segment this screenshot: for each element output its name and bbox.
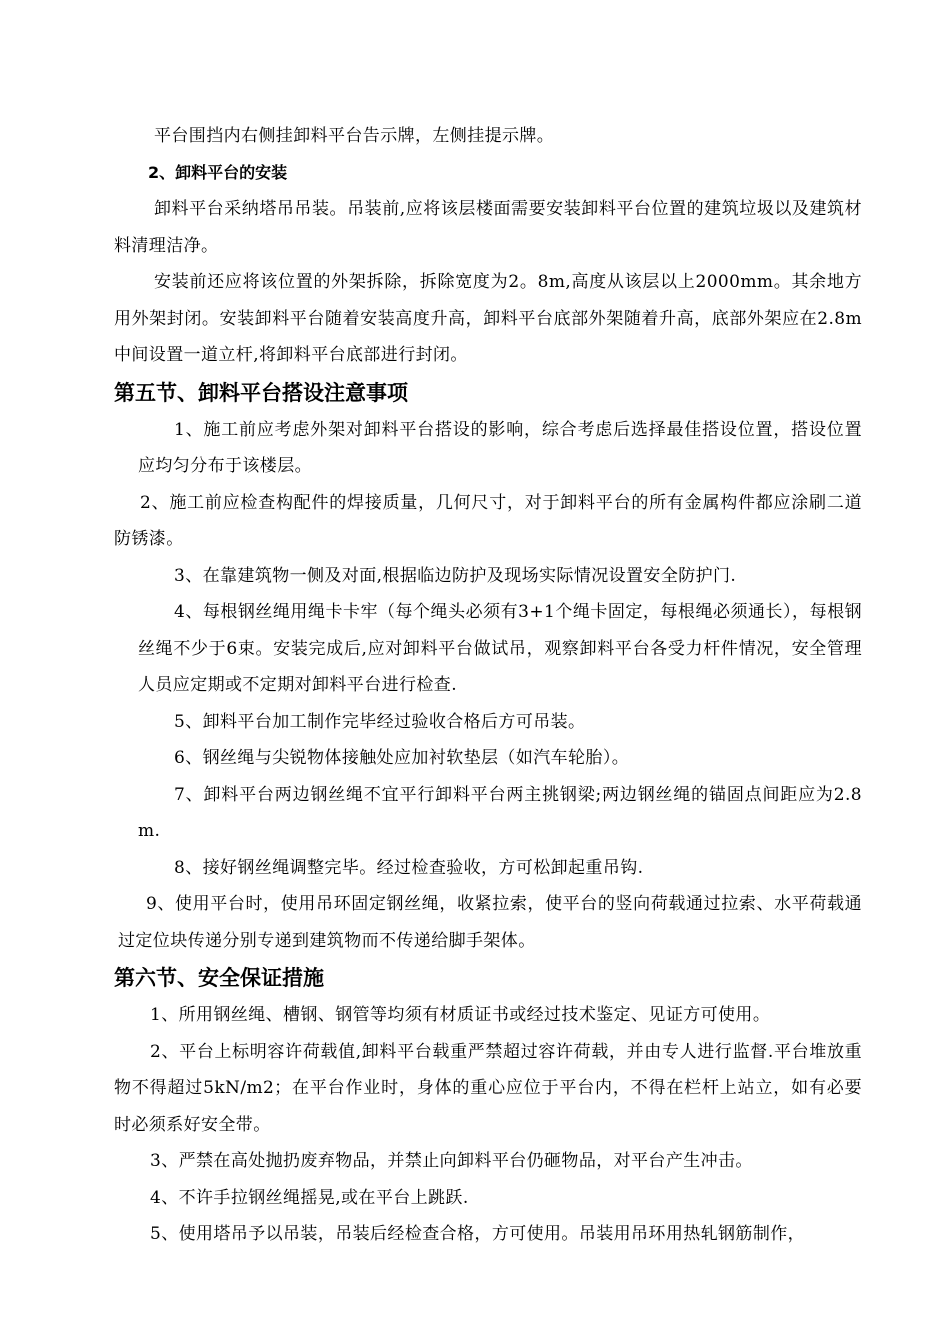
section-5-item-8: 8、接好钢丝绳调整完毕。经过检查验收，方可松卸起重吊钩. <box>174 857 644 878</box>
section-5-item-7: 7、卸料平台两边钢丝绳不宜平行卸料平台两主挑钢梁;两边钢丝绳的锚固点间距应为2.8m. <box>138 784 862 841</box>
section-5-item-1: 1、施工前应考虑外架对卸料平台搭设的影响，综合考虑后选择最佳搭设位置，搭设位置应均匀分布于该楼层。 <box>138 419 862 476</box>
section-5-item-3: 3、在靠建筑物一侧及对面,根据临边防护及现场实际情况设置安全防护门. <box>174 565 737 586</box>
section-6-item-4: 4、不许手拉钢丝绳摇晃,或在平台上跳跃. <box>150 1187 469 1208</box>
section-6-title: 第六节、安全保证措施 <box>114 966 324 990</box>
section-6-item-1: 1、所用钢丝绳、槽钢、钢管等均须有材质证书或经过技术鉴定、见证方可使用。 <box>150 1005 771 1025</box>
sub-heading-platform-installation: 2、卸料平台的安装 <box>148 162 288 182</box>
section-5-item-9: 9、使用平台时，使用吊环固定钢丝绳，收紧拉索，使平台的竖向荷载通过拉索、水平荷载通过定位块传递分别专递到建筑物而不传递给脚手架体。 <box>118 894 862 951</box>
intro-paragraph-hoisting: 卸料平台采纳塔吊吊装。吊装前,应将该层楼面需要安装卸料平台位置的建筑垃圾以及建筑材料清理洁净。 <box>114 199 862 256</box>
section-5-item-2: 2、施工前应检查构配件的焊接质量，几何尺寸，对于卸料平台的所有金属构件都应涂刷二道防锈漆。 <box>114 492 862 549</box>
section-5-item-6: 6、钢丝绳与尖锐物体接触处应加衬软垫层（如汽车轮胎）。 <box>174 748 630 768</box>
section-6-item-3: 3、严禁在高处抛扔废弃物品，并禁止向卸料平台仍砸物品，对平台产生冲击。 <box>150 1151 753 1171</box>
section-5-item-4: 4、每根钢丝绳用绳卡卡牢（每个绳头必须有3+1个绳卡固定，每根绳必须通长），每根钢丝绳不少于6束。安装完成后,应对卸料平台做试吊，观察卸料平台各受力杆件情况，安全管理人员应定期或不定期对卸料平台进行检查. <box>138 602 862 695</box>
intro-paragraph-scaffold-removal: 安装前还应将该位置的外架拆除，拆除宽度为2。8m,高度从该层以上2000mm。其余地方用外架封闭。安装卸料平台随着安装高度升高，卸料平台底部外架随着升高，底部外架应在2.8m中间设置一道立杆,将卸料平台底部进行封闭。 <box>114 272 862 365</box>
section-6-item-5: 5、使用塔吊予以吊装，吊装后经检查合格，方可使用。吊装用吊环用热轧钢筋制作， <box>150 1224 806 1244</box>
intro-paragraph-signage: 平台围挡内右侧挂卸料平台告示牌，左侧挂提示牌。 <box>154 126 555 146</box>
section-5-item-5: 5、卸料平台加工制作完毕经过验收合格后方可吊装。 <box>174 711 586 732</box>
section-5-title: 第五节、卸料平台搭设注意事项 <box>114 380 408 405</box>
section-6-item-2: 2、平台上标明容许荷载值,卸料平台载重严禁超过容许荷载，并由专人进行监督.平台堆放重物不得超过5kN/m2；在平台作业时，身体的重心应位于平台内，不得在栏杆上站立，如有必要时必须系好安全带。 <box>114 1041 862 1135</box>
document-body <box>114 118 862 1253</box>
